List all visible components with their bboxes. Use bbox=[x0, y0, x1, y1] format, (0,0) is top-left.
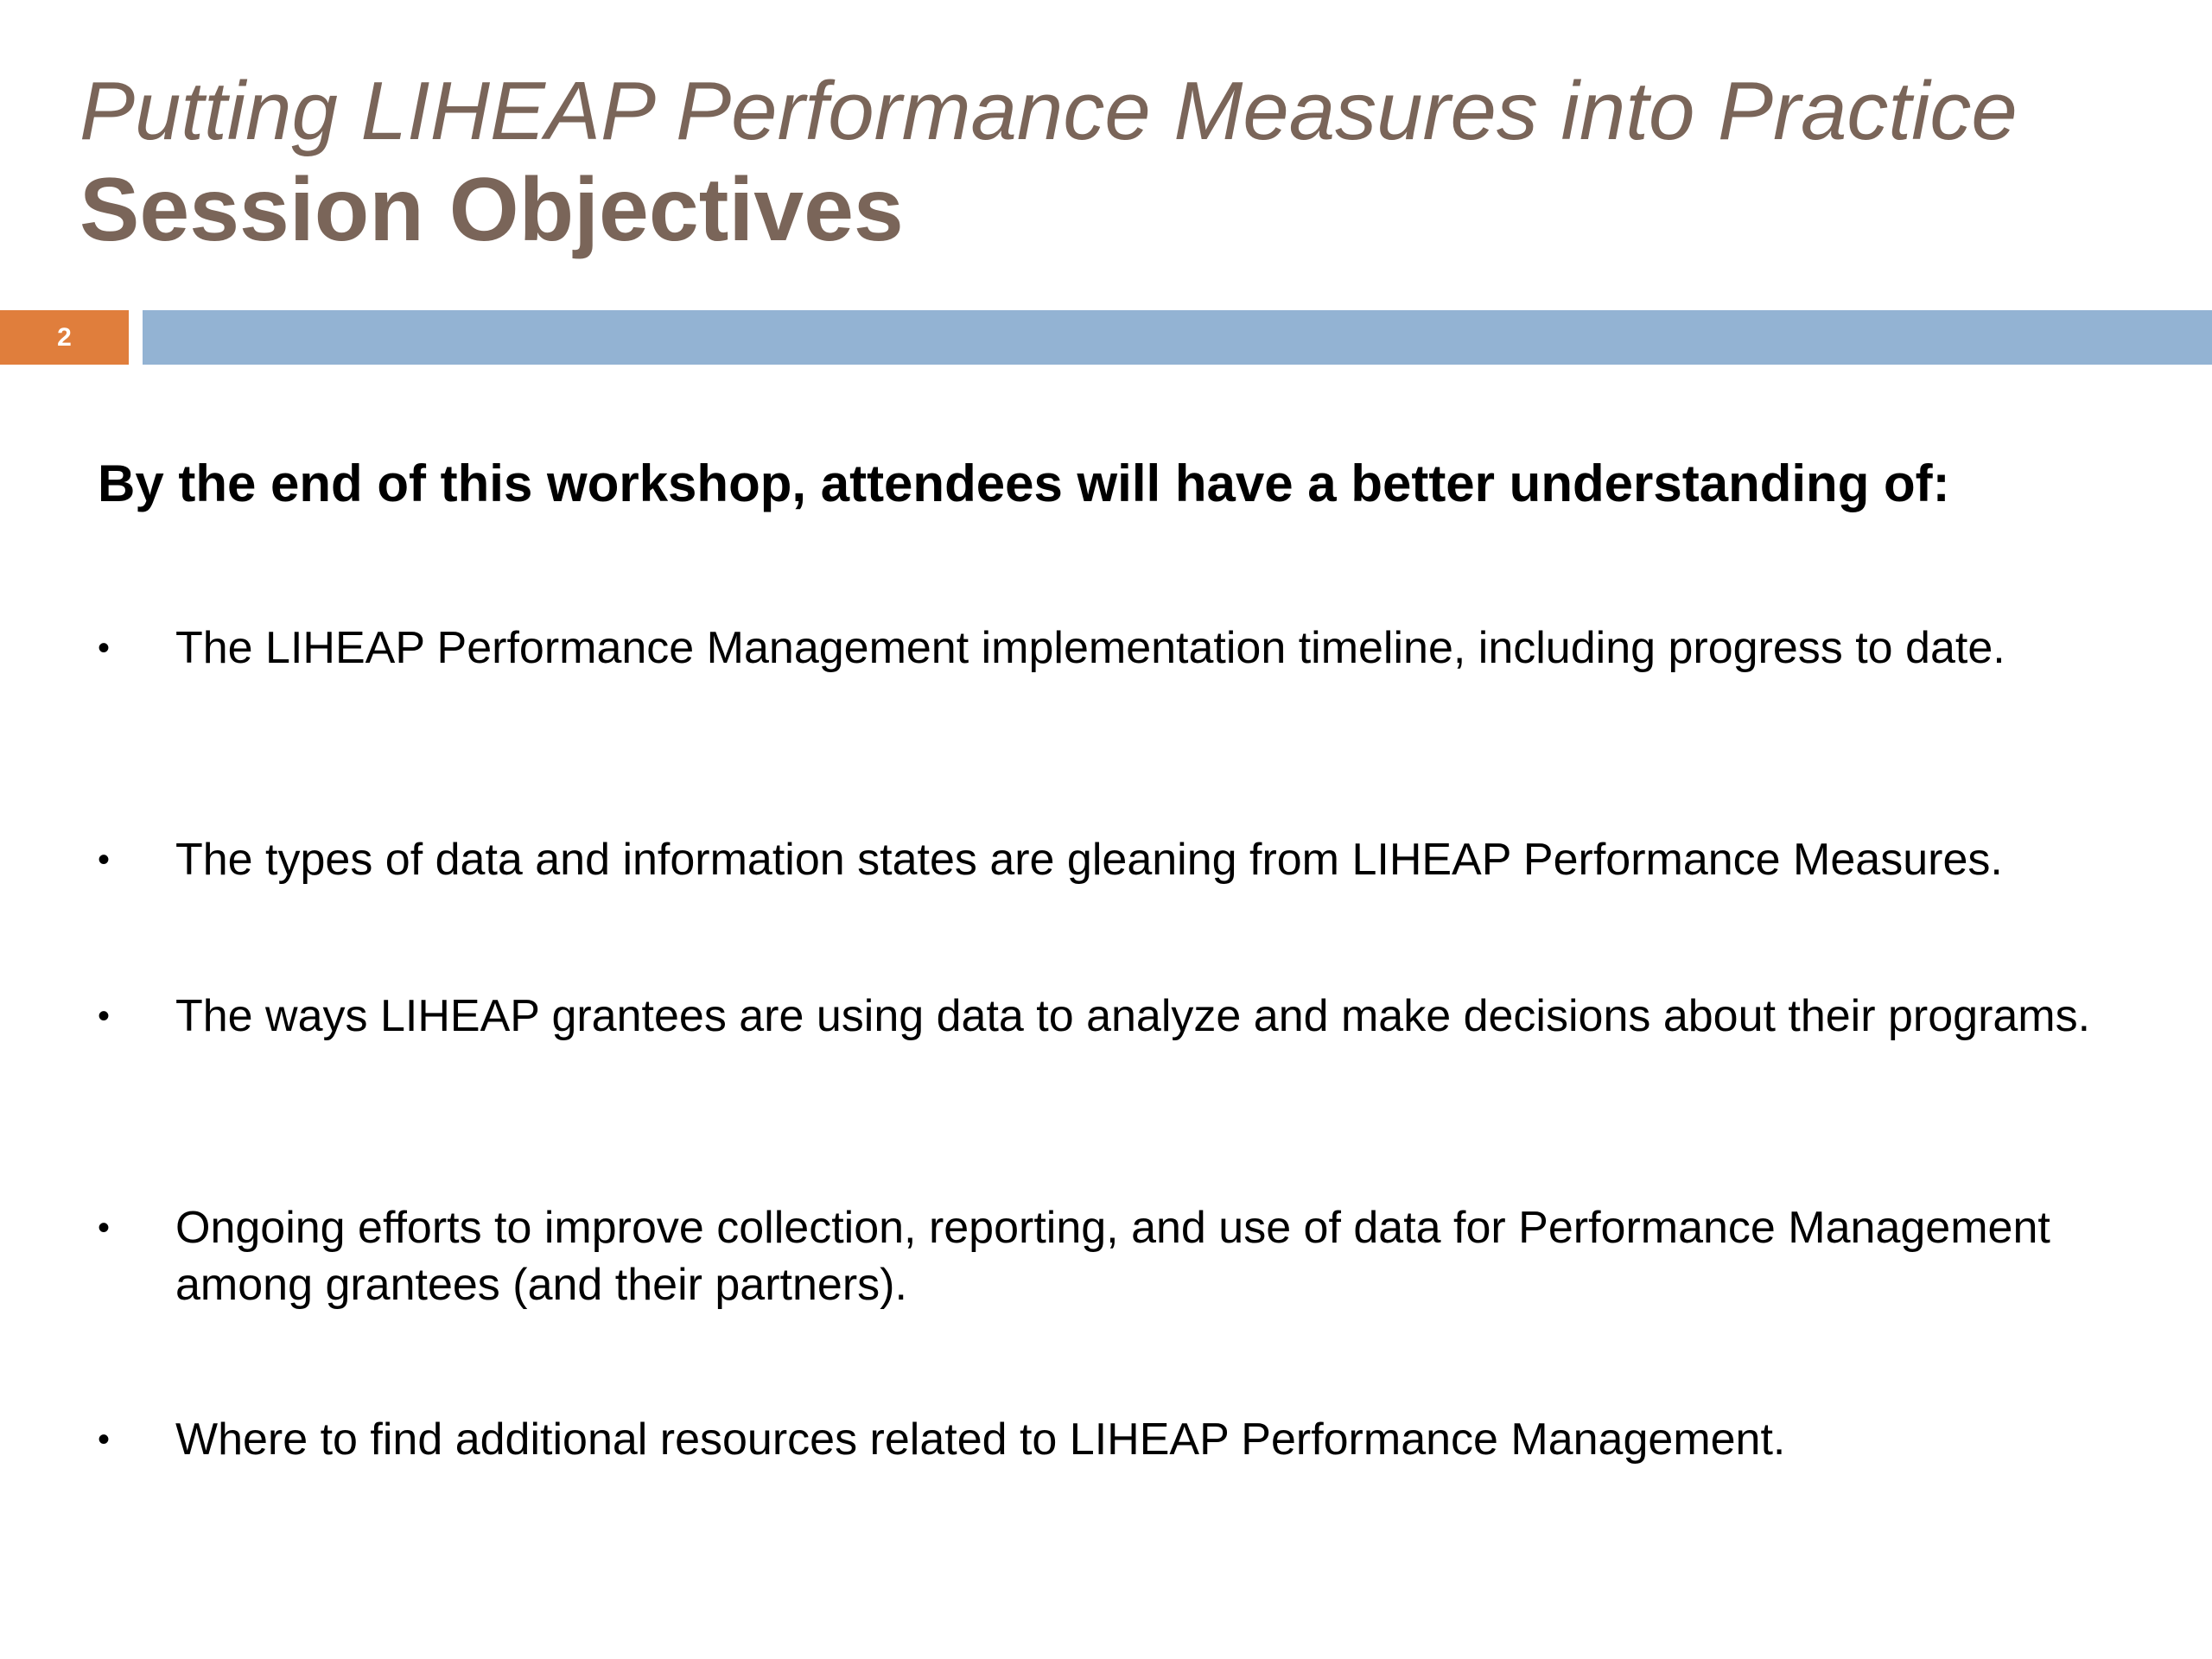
bullet-icon: • bbox=[98, 997, 111, 1035]
objective-text: The ways LIHEAP grantees are using data to analyze and make decisions about their programs. bbox=[175, 991, 2091, 1041]
objective-text: The LIHEAP Performance Management implementation timeline, including progress to date. bbox=[175, 623, 2005, 673]
objective-text: Where to find additional resources related to LIHEAP Performance Management. bbox=[175, 1414, 1786, 1465]
bullet-icon: • bbox=[98, 629, 111, 667]
bullet-icon: • bbox=[98, 1209, 111, 1247]
slide-title-line2: Session Objectives bbox=[79, 160, 904, 260]
intro-text: By the end of this workshop, attendees will have a better understanding of: bbox=[98, 454, 1950, 512]
slide-title-line1: Putting LIHEAP Performance Measures into Practice bbox=[79, 65, 2018, 157]
objective-text: The types of data and information states are gleaning from LIHEAP Performance Measures. bbox=[175, 835, 2003, 885]
bullet-icon: • bbox=[98, 1421, 111, 1459]
objective-text: Ongoing efforts to improve collection, reporting, and use of data for Performance Management among grantees (and their partners). bbox=[175, 1203, 2050, 1310]
bullet-icon: • bbox=[98, 841, 111, 879]
slide-number: 2 bbox=[57, 322, 72, 352]
